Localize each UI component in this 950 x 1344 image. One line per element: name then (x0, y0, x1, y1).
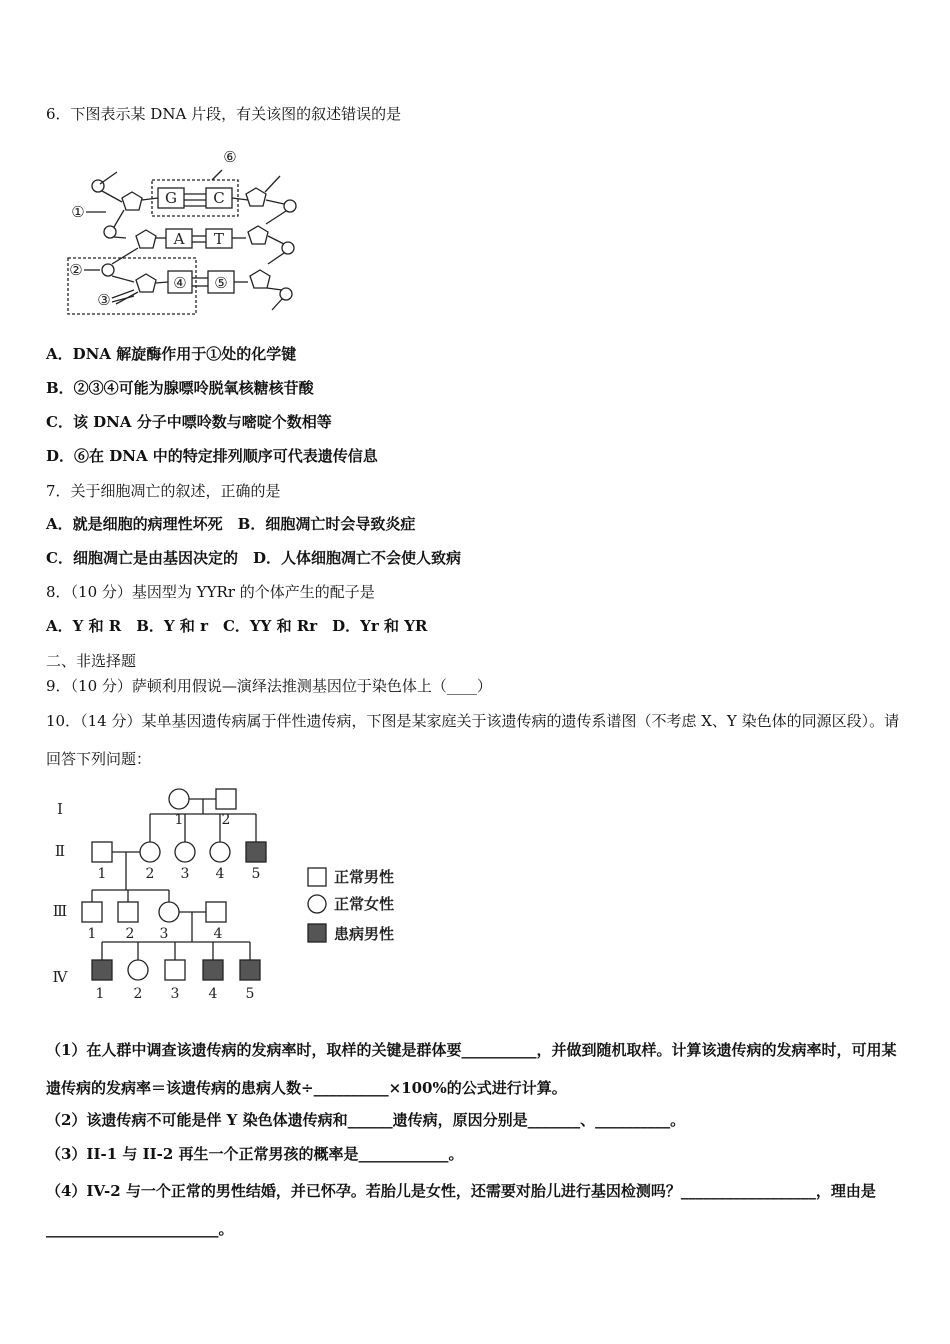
q6-option-c: C．该 DNA 分子中嘌呤数与嘧啶个数相等 (46, 413, 332, 431)
legend-affected-male: 患病男性 (334, 925, 395, 943)
ii-1-num: 1 (97, 866, 107, 882)
gen-label-1: Ⅰ (57, 800, 63, 818)
base-a: A (173, 230, 185, 248)
legend-normal-male: 正常男性 (334, 868, 395, 886)
base-c: C (213, 189, 225, 207)
gen-label-4: Ⅳ (52, 968, 68, 986)
i-1-num: 1 (174, 812, 184, 828)
ii-5-num: 5 (251, 866, 261, 882)
label-4: ④ (173, 274, 187, 292)
q7-options-row1: A．就是细胞的病理性坏死 B．细胞凋亡时会导致炎症 (46, 515, 416, 533)
pedigree-chart (46, 782, 426, 1007)
ii-2-num: 2 (145, 866, 155, 882)
q10-sub1: （1）在人群中调查该遗传病的发病率时，取样的关键是群体要__________，并做到随机取样。计算该遗传病的发病率时，可用某遗传病的发病率＝该遗传病的患病人数÷__________×100%的公式进行计算。 (46, 1041, 897, 1097)
base-t: T (213, 230, 225, 248)
gen-label-3: Ⅲ (52, 902, 68, 920)
dna-diagram (62, 140, 312, 320)
label-3: ③ (97, 291, 111, 309)
base-g: G (165, 189, 177, 207)
i-2-num: 2 (221, 812, 231, 828)
q9-stem: 9．（10 分）萨顿利用假说—演绎法推测基因位于染色体上（____） (46, 677, 492, 695)
section-title: 二、非选择题 (46, 652, 137, 670)
q8-stem: 8．（10 分）基因型为 YYRr 的个体产生的配子是 (46, 583, 375, 601)
q7-stem: 7．关于细胞凋亡的叙述，正确的是 (46, 482, 281, 500)
label-6: ⑥ (223, 148, 237, 166)
gen-label-2: Ⅱ (54, 842, 66, 860)
q6-option-a: A．DNA 解旋酶作用于①处的化学键 (46, 345, 297, 363)
q8-options: A．Y 和 R B．Y 和 r C．YY 和 Rr D．Yr 和 YR (46, 617, 428, 635)
iii-1-num: 1 (87, 926, 97, 942)
q6-stem: 6．下图表示某 DNA 片段，有关该图的叙述错误的是 (46, 105, 402, 123)
iv-2-num: 2 (133, 986, 143, 1002)
label-2: ② (69, 261, 83, 279)
iii-3-num: 3 (159, 926, 169, 942)
iv-3-num: 3 (170, 986, 180, 1002)
ii-4-num: 4 (215, 866, 225, 882)
iv-1-num: 1 (95, 986, 105, 1002)
label-5: ⑤ (214, 274, 228, 292)
iv-4-num: 4 (208, 986, 218, 1002)
q10-sub3: （3）II-1 与 II-2 再生一个正常男孩的概率是____________。 (46, 1145, 464, 1163)
iii-4-num: 4 (213, 926, 223, 942)
q6-option-d: D．⑥在 DNA 中的特定排列顺序可代表遗传信息 (46, 447, 378, 465)
q6-option-b: B．②③④可能为腺嘌呤脱氧核糖核苷酸 (46, 379, 314, 397)
q10-sub4: （4）IV-2 与一个正常的男性结婚，并已怀孕。若胎儿是女性，还需要对胎儿进行基因检测吗？__________________，理由是_______________________。 (46, 1182, 876, 1238)
legend-normal-female: 正常女性 (334, 895, 395, 913)
ii-3-num: 3 (180, 866, 190, 882)
dna-figure (62, 140, 312, 320)
iv-5-num: 5 (245, 986, 255, 1002)
q7-options-row2: C．细胞凋亡是由基因决定的 D．人体细胞凋亡不会使人致病 (46, 549, 461, 567)
iii-2-num: 2 (125, 926, 135, 942)
q10-stem: 10．（14 分）某单基因遗传病属于伴性遗传病，下图是某家庭关于该遗传病的遗传系谱图（不考虑 X、Y 染色体的同源区段）。请回答下列问题： (46, 712, 900, 768)
pedigree-figure (46, 782, 426, 1007)
label-1: ① (71, 203, 85, 221)
q10-sub2: （2）该遗传病不可能是伴 Y 染色体遗传病和______遗传病，原因分别是_______、__________。 (46, 1111, 686, 1129)
